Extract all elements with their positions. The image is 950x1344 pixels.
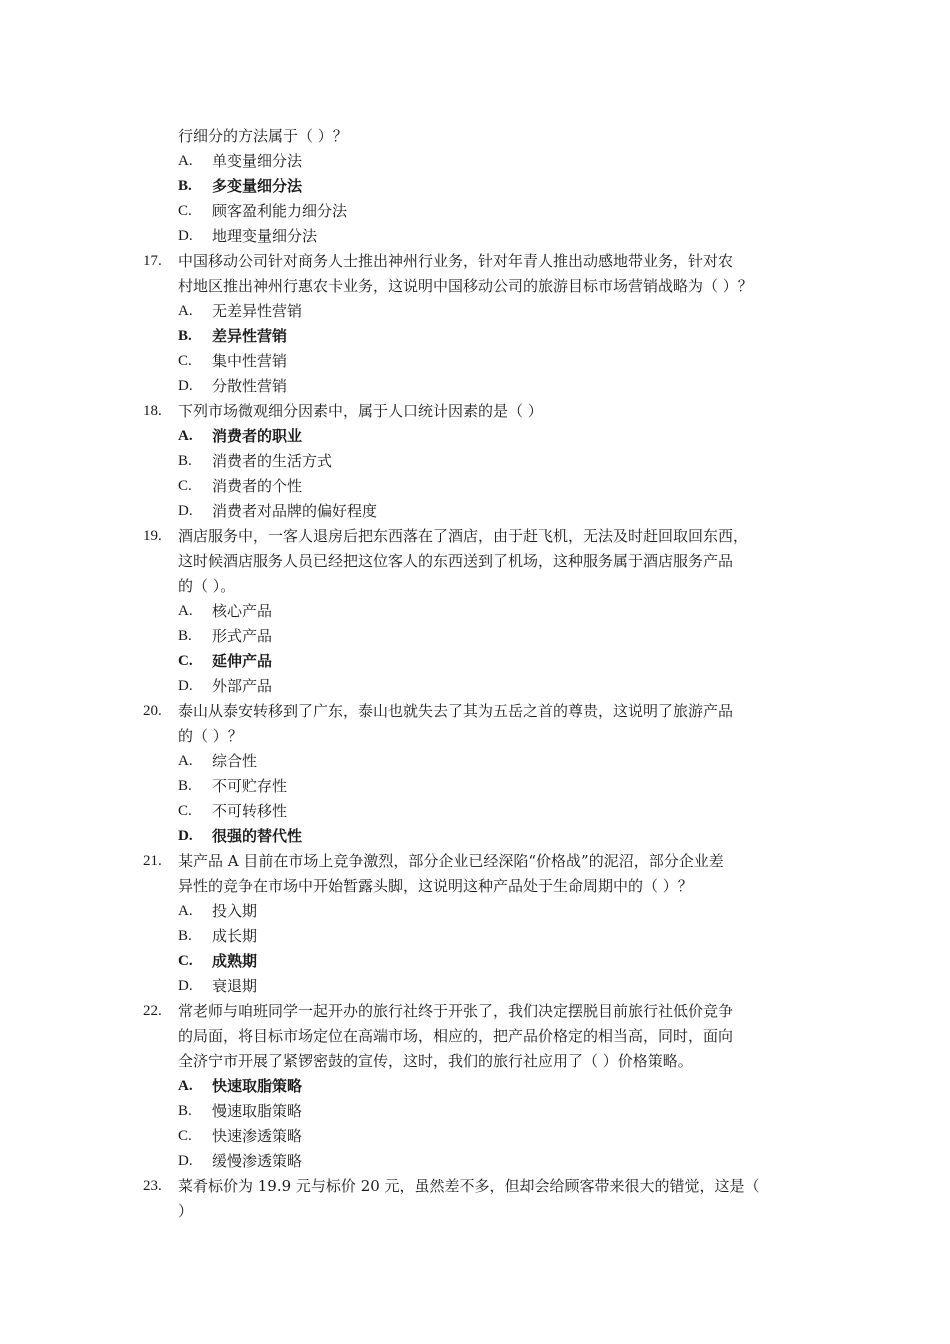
option-text: 消费者的生活方式 [212,452,333,470]
option-text: 快速取脂策略 [212,1077,303,1095]
option-c [143,199,823,224]
option-b [143,1099,823,1124]
option-letter: D. [178,828,193,844]
option-text: 很强的替代性 [212,827,303,845]
option-letter: C. [178,653,193,669]
option-letter: C. [178,953,193,969]
question-number: 18. [143,403,162,419]
option-text: 核心产品 [212,602,273,620]
option-a [143,299,823,324]
question-text-line: 村地区推出神州行惠农卡业务，这说明中国移动公司的旅游目标市场营销战略为（ ）？ [178,277,753,295]
option-letter: B. [178,453,192,469]
question-text-line: 全济宁市开展了紧锣密鼓的宣传，这时，我们的旅行社应用了（ ）价格策略。 [178,1052,693,1070]
option-a-answer [143,1074,823,1099]
option-letter: A. [178,903,193,919]
option-text: 不可转移性 [212,802,288,820]
option-d [143,674,823,699]
question-continuation [143,124,823,149]
option-letter: B. [178,1103,192,1119]
option-letter: C. [178,478,192,494]
option-text: 消费者的职业 [212,427,303,445]
option-letter: C. [178,353,192,369]
option-letter: D. [178,378,193,394]
option-letter: A. [178,153,193,169]
option-text: 外部产品 [212,677,273,695]
option-text: 形式产品 [212,627,273,645]
option-text: 衰退期 [212,977,258,995]
option-text: 综合性 [212,752,258,770]
question-text-line: 的局面，将目标市场定位在高端市场，相应的，把产品价格定的相当高，同时，面向 [178,1027,734,1045]
question-text-line: 异性的竞争在市场中开始暂露头脚，这说明这种产品处于生命周期中的（ ）？ [178,877,693,895]
option-letter: D. [178,978,193,994]
option-letter: A. [178,303,193,319]
question-text-line: 这时候酒店服务人员已经把这位客人的东西送到了机场，这种服务属于酒店服务产品 [178,552,734,570]
option-a [143,899,823,924]
question-text-continuation [143,274,823,299]
option-a [143,149,823,174]
option-b-answer [143,324,823,349]
option-b [143,924,823,949]
question-number: 23. [143,1178,162,1194]
option-d [143,224,823,249]
question-22 [143,999,823,1024]
option-text: 快速渗透策略 [212,1127,303,1145]
option-b [143,624,823,649]
question-text-continuation [143,1024,823,1049]
option-d [143,499,823,524]
option-c-answer [143,649,823,674]
option-letter: B. [178,178,192,194]
question-text-continuation [143,549,823,574]
question-text-line: 菜肴标价为 19.9 元与标价 20 元，虽然差不多，但却会给顾客带来很大的错觉，这是（ [178,1177,760,1195]
option-text: 单变量细分法 [212,152,303,170]
option-a [143,599,823,624]
option-text: 成长期 [212,927,258,945]
option-letter: A. [178,603,193,619]
option-a-answer [143,424,823,449]
option-letter: D. [178,678,193,694]
option-c-answer [143,949,823,974]
option-letter: A. [178,753,193,769]
option-b [143,774,823,799]
question-number: 19. [143,528,162,544]
question-text-continuation [143,1049,823,1074]
option-letter: B. [178,628,192,644]
question-text-line: 中国移动公司针对商务人士推出神州行业务，针对年青人推出动感地带业务，针对农 [178,252,734,270]
question-number: 20. [143,703,162,719]
option-text: 多变量细分法 [212,177,303,195]
option-letter: C. [178,1128,192,1144]
option-a [143,749,823,774]
question-text-line: 常老师与咱班同学一起开办的旅行社终于开张了，我们决定摆脱目前旅行社低价竞争 [178,1002,734,1020]
question-21 [143,849,823,874]
option-text: 集中性营销 [212,352,288,370]
option-letter: D. [178,228,193,244]
question-text-line: 行细分的方法属于（ ）？ [178,127,348,145]
option-d-answer [143,824,823,849]
question-20 [143,699,823,724]
option-text: 无差异性营销 [212,302,303,320]
question-text-continuation [143,874,823,899]
option-letter: C. [178,803,192,819]
question-19 [143,524,823,549]
option-text: 地理变量细分法 [212,227,318,245]
option-text: 慢速取脂策略 [212,1102,303,1120]
question-text-continuation [143,724,823,749]
option-text: 投入期 [212,902,258,920]
option-letter: B. [178,328,192,344]
question-list [143,124,823,1224]
question-18 [143,399,823,424]
question-text-line: 某产品 A 目前在市场上竞争激烈，部分企业已经深陷“价格战”的泥沼，部分企业差 [178,852,724,870]
option-c [143,474,823,499]
option-c [143,349,823,374]
option-letter: A. [178,428,193,444]
question-23 [143,1174,823,1199]
option-text: 分散性营销 [212,377,288,395]
option-d [143,974,823,999]
option-letter: B. [178,778,192,794]
option-text: 延伸产品 [212,652,273,670]
option-letter: B. [178,928,192,944]
question-text-continuation [143,1199,823,1224]
option-text: 差异性营销 [212,327,288,345]
option-text: 不可贮存性 [212,777,288,795]
option-letter: D. [178,503,193,519]
question-number: 22. [143,1003,162,1019]
option-b [143,449,823,474]
question-text-line: 的（ ）。 [178,577,236,595]
question-number: 17. [143,253,162,269]
question-text-line: 下列市场微观细分因素中，属于人口统计因素的是（ ） [178,402,543,420]
option-text: 消费者对品牌的偏好程度 [212,502,378,520]
option-letter: C. [178,203,192,219]
question-17 [143,249,823,274]
option-text: 消费者的个性 [212,477,303,495]
option-text: 成熟期 [212,952,258,970]
question-text-line: 酒店服务中，一客人退房后把东西落在了酒店，由于赶飞机，无法及时赶回取回东西， [178,527,749,545]
question-text-line: ） [178,1202,194,1220]
option-d [143,374,823,399]
option-text: 缓慢渗透策略 [212,1152,303,1170]
option-letter: D. [178,1153,193,1169]
option-c [143,1124,823,1149]
option-b-answer [143,174,823,199]
question-text-line: 泰山从泰安转移到了广东，泰山也就失去了其为五岳之首的尊贵，这说明了旅游产品 [178,702,734,720]
question-text-line: 的（ ）？ [178,727,243,745]
option-d [143,1149,823,1174]
question-number: 21. [143,853,162,869]
option-text: 顾客盈利能力细分法 [212,202,348,220]
option-letter: A. [178,1078,193,1094]
option-c [143,799,823,824]
question-text-continuation [143,574,823,599]
